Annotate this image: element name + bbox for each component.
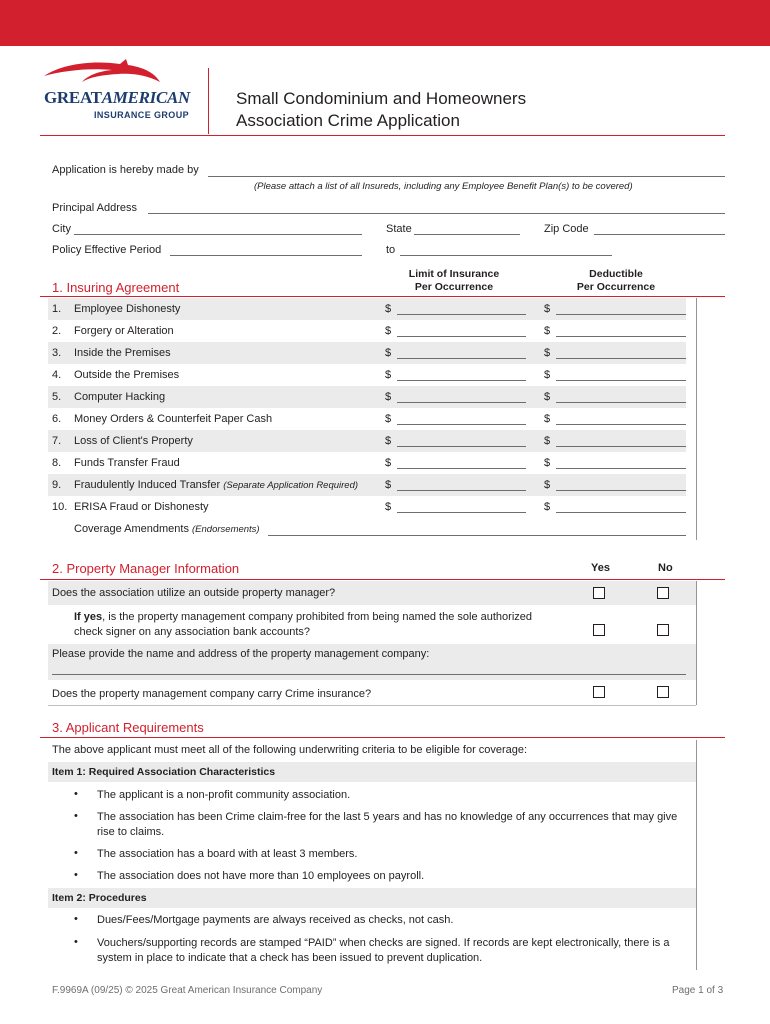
- yes-column-header: Yes: [591, 562, 610, 574]
- made-by-note: (Please attach a list of all Insureds, including any Employee Benefit Plan(s) to be covered): [254, 181, 633, 192]
- policy-period-to-field[interactable]: [400, 255, 612, 256]
- list-item: Dues/Fees/Mortgage payments are always received as checks, not cash.: [97, 914, 454, 926]
- q2-no-checkbox[interactable]: [657, 624, 669, 636]
- section-3-rule: [40, 737, 725, 738]
- q3-text: Please provide the name and address of the property management company:: [52, 648, 430, 660]
- deductible-field[interactable]: [556, 358, 686, 359]
- principal-address-label: Principal Address: [52, 202, 137, 214]
- table-row: 7. Loss of Client's Property $ $: [48, 430, 686, 452]
- limit-field[interactable]: [397, 402, 526, 403]
- state-field[interactable]: [414, 234, 520, 235]
- q1-no-checkbox[interactable]: [657, 587, 669, 599]
- coverage-amendments-field[interactable]: [268, 535, 686, 536]
- state-label: State: [386, 223, 412, 235]
- deductible-field[interactable]: [556, 446, 686, 447]
- q4-yes-checkbox[interactable]: [593, 686, 605, 698]
- section-1-right-border: [696, 298, 697, 540]
- q2-text: If yes, is the property management company prohibited from being named the sole authorized check signer on any association bank accounts?: [74, 611, 532, 638]
- zip-field[interactable]: [594, 234, 725, 235]
- city-label: City: [52, 223, 71, 235]
- header-divider: [208, 68, 209, 134]
- q4-text: Does the property management company carry Crime insurance?: [52, 688, 372, 700]
- limit-field[interactable]: [397, 490, 526, 491]
- list-item: The association has a board with at least 3 members.: [97, 848, 358, 860]
- section-2-bottom-rule: [48, 705, 696, 706]
- item-1-title: Item 1: Required Association Characteristics: [52, 766, 276, 778]
- deductible-field[interactable]: [556, 336, 686, 337]
- form-id: F.9969A (09/25) © 2025 Great American Insurance Company: [52, 985, 323, 996]
- table-row: 10. ERISA Fraud or Dishonesty $ $: [48, 496, 686, 518]
- zip-label: Zip Code: [544, 223, 589, 235]
- q1-yes-checkbox[interactable]: [593, 587, 605, 599]
- policy-period-to-label: to: [386, 244, 396, 256]
- limit-field[interactable]: [397, 468, 526, 469]
- bullet: •: [74, 869, 78, 881]
- list-item: The association does not have more than 10 employees on payroll.: [97, 870, 425, 882]
- list-item: The applicant is a non-profit community association.: [97, 789, 351, 801]
- table-row: 8. Funds Transfer Fraud $ $: [48, 452, 686, 474]
- section-2-rule: [40, 579, 725, 580]
- no-column-header: No: [658, 562, 673, 574]
- page-number: Page 1 of 3: [672, 985, 724, 996]
- table-row: 1. Employee Dishonesty $ $: [48, 298, 686, 320]
- principal-address-field[interactable]: [148, 213, 725, 214]
- section-3-intro: The above applicant must meet all of the following underwriting criteria to be eligible for coverage:: [52, 744, 528, 756]
- header-rule: [40, 135, 725, 136]
- limit-field[interactable]: [397, 336, 526, 337]
- q2-yes-checkbox[interactable]: [593, 624, 605, 636]
- page-title: Small Condominium and Homeowners Association Crime Application: [236, 89, 527, 130]
- bullet: •: [74, 913, 78, 925]
- table-row: 3. Inside the Premises $ $: [48, 342, 686, 364]
- table-row: 5. Computer Hacking $ $: [48, 386, 686, 408]
- bullet: •: [74, 788, 78, 800]
- limit-field[interactable]: [397, 314, 526, 315]
- q4-no-checkbox[interactable]: [657, 686, 669, 698]
- property-manager-field[interactable]: [52, 674, 686, 675]
- company-logo: [40, 58, 190, 130]
- table-row: 6. Money Orders & Counterfeit Paper Cash $ $: [48, 408, 686, 430]
- q1-text: Does the association utilize an outside property manager?: [52, 587, 336, 599]
- table-row: 9. Fraudulently Induced Transfer (Separate Application Required) $ $: [48, 474, 686, 496]
- deductible-field[interactable]: [556, 490, 686, 491]
- coverage-amendments-label: Coverage Amendments (Endorsements): [74, 523, 260, 535]
- section-3-title: 3. Applicant Requirements: [52, 720, 204, 735]
- item-2-title: Item 2: Procedures: [52, 892, 147, 904]
- deductible-field[interactable]: [556, 424, 686, 425]
- list-item: The association has been Crime claim-free for the last 5 years and has no knowledge of any occurrences that may give rise to claims.: [97, 811, 678, 838]
- top-brand-bar: [0, 0, 770, 46]
- policy-period-from-field[interactable]: [170, 255, 362, 256]
- logo-subtitle: INSURANCE GROUP: [94, 110, 190, 120]
- made-by-field[interactable]: [208, 176, 725, 177]
- bullet: •: [74, 847, 78, 859]
- deductible-field[interactable]: [556, 512, 686, 513]
- limit-field[interactable]: [397, 424, 526, 425]
- table-row: 2. Forgery or Alteration $ $: [48, 320, 686, 342]
- section-3-right-border: [696, 740, 697, 970]
- city-field[interactable]: [74, 234, 362, 235]
- deductible-field[interactable]: [556, 402, 686, 403]
- bullet: •: [74, 936, 78, 948]
- eagle-logo-icon: [42, 58, 162, 90]
- bullet: •: [74, 810, 78, 822]
- logo-wordmark: GREATAMERICAN: [44, 88, 191, 107]
- limit-field[interactable]: [397, 380, 526, 381]
- limit-field[interactable]: [397, 358, 526, 359]
- table-row: 4. Outside the Premises $ $: [48, 364, 686, 386]
- section-2-title: 2. Property Manager Information: [52, 561, 240, 576]
- policy-period-label: Policy Effective Period: [52, 244, 162, 256]
- deductible-column-header: Deductible Per Occurrence: [576, 268, 656, 293]
- list-item: Vouchers/supporting records are stamped “PAID” when checks are signed. If records are kept electronically, there is a system in place to indicate that a check has been issued to prevent duplication.: [97, 937, 670, 964]
- section-1-rule: [40, 296, 725, 297]
- made-by-label: Application is hereby made by: [52, 164, 199, 176]
- section-1-title: 1. Insuring Agreement: [52, 280, 180, 295]
- limit-column-header: Limit of Insurance Per Occurrence: [408, 268, 500, 293]
- deductible-field[interactable]: [556, 380, 686, 381]
- section-2-right-border: [696, 581, 697, 705]
- deductible-field[interactable]: [556, 314, 686, 315]
- limit-field[interactable]: [397, 512, 526, 513]
- deductible-field[interactable]: [556, 468, 686, 469]
- limit-field[interactable]: [397, 446, 526, 447]
